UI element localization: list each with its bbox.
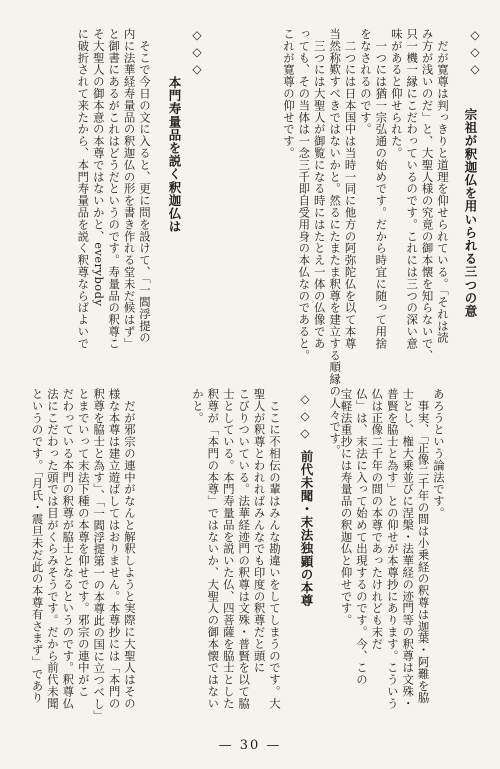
heading-top-left: 本門寿量品を説く釈迦仏は [167, 76, 182, 234]
section-diamonds-bottom-mid: ◇◇◇ [298, 392, 312, 443]
body-top-left: そこで今日の文に入ると、更に問を設けて、「一閻浮提の 内に法華経寿量品の釈迦仏の形を書き作れる堂未だ候はず」 と御書にあるがこれはどうだというのです。寿量品の釈尊こ そ大聖人の御本意の本尊ではないかと、everybody に破折されて来たから、本門寿量品を説く釈尊ならばよいで [76, 28, 152, 350]
section-diamonds-top-left: ◇◇◇ [190, 28, 204, 79]
heading-top-right: 宗祖が釈迦仏を用いられる三つの意 [463, 108, 478, 318]
section-diamonds-top-right: ◇◇◇ [468, 28, 482, 79]
body-bottom-left: だが邪宗の連中がなんと解釈しようと実際に大聖人はその 様な本尊は建立遊ばしてはおりません。本尊抄には「本門の 釈尊を脇士と為す」、「一閻浮提第一の本尊此の国に立つべし」 とまでいって末法下種の本尊を仰せです。邪宗の連中がこ だわっている本門の釈尊が脇士となるというのです。釈尊仏 法にこだわった頭では目がくらみそうです。だから前代未聞 というのです。「月氏・震旦未だ此の本尊有さまず」であり [30, 388, 137, 722]
page-number: — 30 — [218, 738, 282, 753]
body-top-right: だが寛尊は判っきりと道理を仰せられている。「それは読 み方が浅いのだ」と、大聖人様の究竟の御本懐を知らないで、 只一機一縁にこだわっているのです。これには三つの深い意 味があると仰せられた。 一つには猶一宗弘通の始めです。だから時宜に随って用捨 をなされるのです。 二つには日本国中は当時一同に他方の阿弥陀仏を以て本尊 当然称歎すべきではないかと。然るにたまたま釈尊を建立する順縁の人々です。 三つには大聖人が御覧になる時にはたとえ一体の仏像であ っても、その当体は一念三千即自受用身の本仏なのであると。 これが寛尊の仰せです。 [281, 28, 450, 457]
heading-bottom-mid: 前代未聞・末法独顕の本尊 [299, 450, 314, 608]
body-bottom-mid: ここに不相伝の輩はみんな勘違いをしてしまうのです。大 聖人が釈尊とわれればみんなでも印度の釈尊だと頭に こびりついている。法華経迹門の釈尊は文殊・普賢を以て脇 士としている。本門寿量品を説いた仏、四菩薩を脇士とした 釈尊が「本門の本尊」ではないか、大聖人の御本懐ではない かと。 [190, 388, 282, 710]
body-bottom-right: あろうという論法です。 事実、「正像二千年の間は小乗経の釈尊は迦葉・阿難を脇 士とし、権大乗並びに涅槃・法華経の迹門等の釈尊は文殊・ 普賢を脇士と為す」との仰せが本尊抄にあります。こういう 仏は正像二千年の間の本尊であったけれども末だ 仏」は、末法に入って始めて出現するのです。今、この 宝軽法重抄には寿量品の釈迦仏と仰せです。 [339, 388, 446, 710]
